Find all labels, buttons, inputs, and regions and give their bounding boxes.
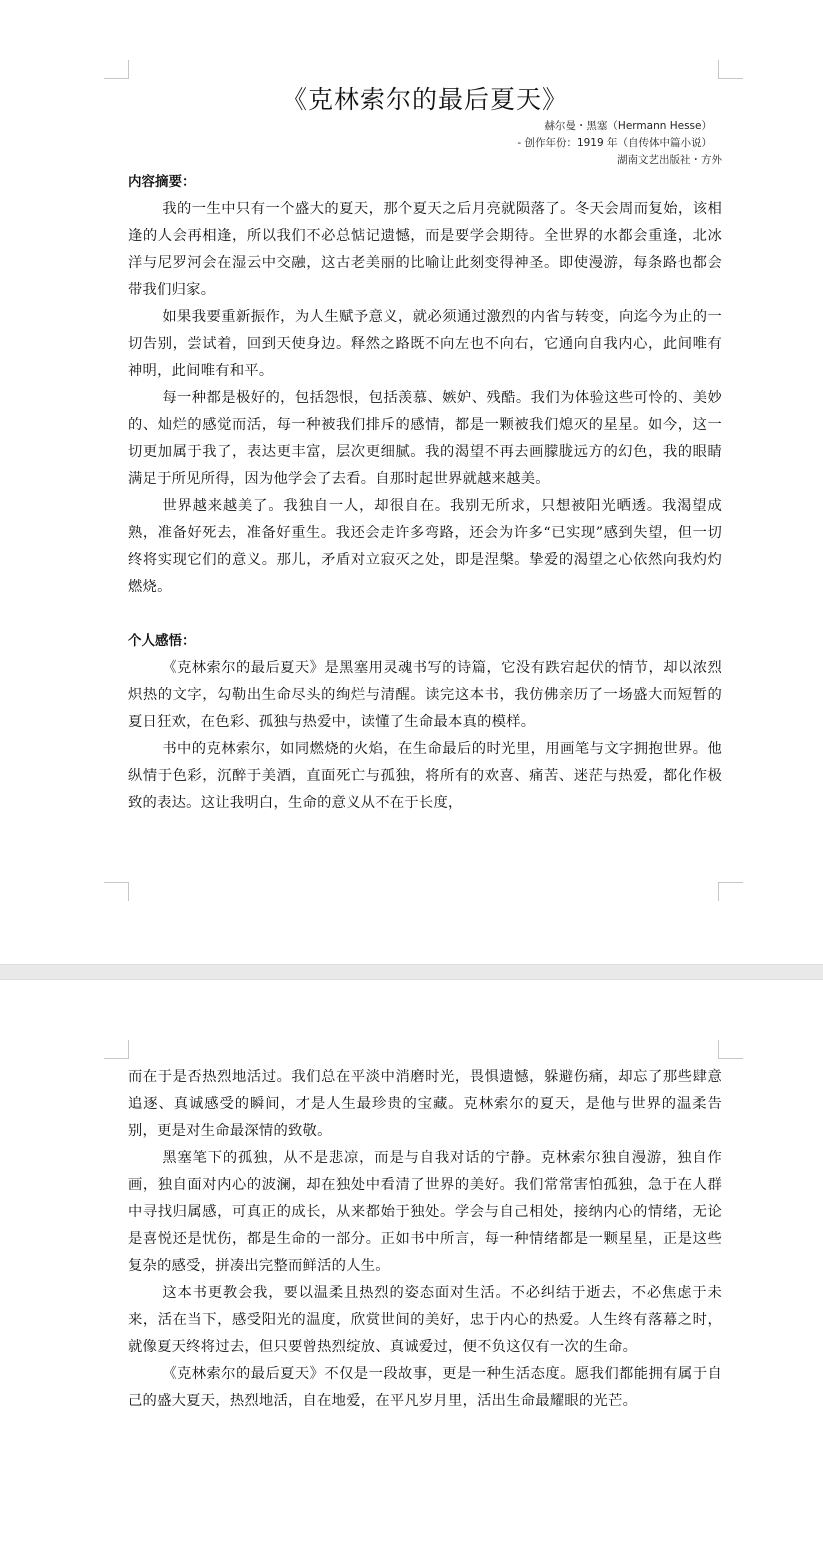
margin-corner-mark: [104, 882, 129, 901]
reflection-paragraph: 这本书更教会我，要以温柔且热烈的姿态面对生活。不必纠结于逝去，不必焦虑于未来，活在当下，感受阳光的温度，欣赏世间的美好，忠于内心的热爱。人生终有落幕之时，就像夏天终将过去，但只要曾热烈绽放、真诚爱过，便不负这仅有一次的生命。: [128, 1285, 722, 1355]
document-page-2: [0, 980, 823, 1552]
margin-corner-mark: [104, 60, 129, 79]
summary-paragraph: 我的一生中只有一个盛大的夏天，那个夏天之后月亮就陨落了。冬天会周而复始，该相逢的人会再相逢，所以我们不必总惦记遗憾，而是要学会期待。全世界的水都会重逢，北冰洋与尼罗河会在湿云中交融，这古老美丽的比喻让此刻变得神圣。即使漫游，每条路也都会带我们归家。: [128, 201, 722, 298]
reflection-heading: 个人感悟：: [128, 633, 196, 649]
creation-year-line: - 创作年份：1919 年（自传体中篇小说）: [517, 137, 712, 149]
summary-paragraph: 世界越来越美了。我独自一人，却很自在。我别无所求，只想被阳光晒透。我渴望成熟，准备好死去，准备好重生。我还会走许多弯路，还会为许多“已实现”感到失望，但一切终将实现它们的意义。那儿，矛盾对立寂灭之处，即是涅槃。挚爱的渴望之心依然向我灼灼燃烧。: [128, 498, 722, 595]
summary-paragraph: 如果我要重新振作，为人生赋予意义，就必须通过激烈的内省与转变，向迄今为止的一切告别，尝试着，回到天使身边。释然之路既不向左也不向右，它通向自我内心，此间唯有神明，此间唯有和平。: [128, 309, 722, 379]
summary-heading: 内容摘要：: [128, 174, 196, 190]
margin-corner-mark: [718, 882, 743, 901]
author-line: 赫尔曼・黑塞（Hermann Hesse）: [544, 120, 712, 132]
publisher-line: 湖南文艺出版社・方外: [617, 154, 722, 166]
page-break-gap: [0, 964, 823, 980]
margin-corner-mark: [718, 1040, 743, 1059]
reflection-paragraph: 黑塞笔下的孤独，从不是悲凉，而是与自我对话的宁静。克林索尔独自漫游，独自作画，独自面对内心的波澜，却在独处中看清了世界的美好。我们常常害怕孤独，急于在人群中寻找归属感，可真正的成长，从来都始于独处。学会与自己相处，接纳内心的情绪，无论是喜悦还是忧伤，都是生命的一部分。正如书中所言，每一种情绪都是一颗星星，正是这些复杂的感受，拼凑出完整而鲜活的人生。: [128, 1150, 722, 1274]
reflection-paragraph: 《克林索尔的最后夏天》是黑塞用灵魂书写的诗篇，它没有跌宕起伏的情节，却以浓烈炽热的文字，勾勒出生命尽头的绚烂与清醒。读完这本书，我仿佛亲历了一场盛大而短暂的夏日狂欢，在色彩、孤独与热爱中，读懂了生命最本真的模样。: [128, 660, 722, 730]
document-meta: [128, 118, 722, 169]
reflection-paragraph: 书中的克林索尔，如同燃烧的火焰，在生命最后的时光里，用画笔与文字拥抱世界。他纵情于色彩，沉醉于美酒，直面死亡与孤独，将所有的欢喜、痛苦、迷茫与热爱，都化作极致的表达。这让我明白，生命的意义从不在于长度，: [128, 741, 722, 811]
page-2-text[interactable]: [128, 1064, 722, 1415]
margin-corner-mark: [718, 60, 743, 79]
reflection-paragraph: 而在于是否热烈地活过。我们总在平淡中消磨时光，畏惧遗憾，躲避伤痛，却忘了那些肆意追逐、真诚感受的瞬间，才是人生最珍贵的宝藏。克林索尔的夏天，是他与世界的温柔告别，更是对生命最深情的致敬。: [128, 1069, 722, 1139]
margin-corner-mark: [104, 1040, 129, 1059]
document-title: 《克林索尔的最后夏天》: [281, 85, 568, 114]
summary-paragraph: 每一种都是极好的，包括怨恨，包括羡慕、嫉妒、残酷。我们为体验这些可怜的、美妙的、灿烂的感觉而活，每一种被我们排斥的感情，都是一颗被我们熄灭的星星。如今，这一切更加属于我了，表达更丰富，层次更细腻。我的渴望不再去画朦胧远方的幻色，我的眼睛满足于所见所得，因为他学会了去看。自那时起世界就越来越美。: [128, 390, 722, 487]
page-1-text[interactable]: [128, 82, 722, 817]
reflection-paragraph: 《克林索尔的最后夏天》不仅是一段故事，更是一种生活态度。愿我们都能拥有属于自己的盛大夏天，热烈地活，自在地爱，在平凡岁月里，活出生命最耀眼的光芒。: [128, 1366, 722, 1409]
blank-line: [128, 601, 722, 628]
